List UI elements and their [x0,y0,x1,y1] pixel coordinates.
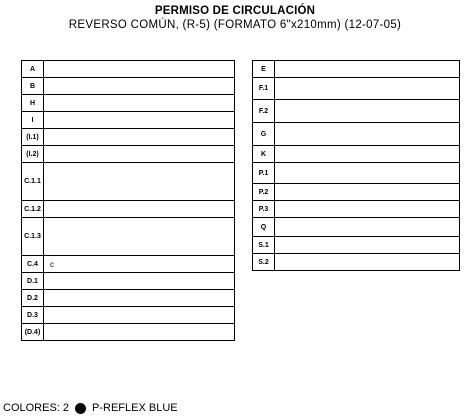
field-row [22,95,235,112]
field-row [22,112,235,129]
field-code: (I.2) [22,146,44,163]
field-value[interactable] [275,78,460,100]
field-row [253,184,460,201]
field-row [22,146,235,163]
field-code: S.2 [253,254,275,271]
field-value[interactable] [44,307,235,324]
left-fields-table [21,60,235,341]
field-row [253,123,460,146]
field-code: G [253,123,275,146]
field-row [253,237,460,254]
field-code: F.2 [253,100,275,123]
field-value[interactable] [44,95,235,112]
field-row [22,129,235,146]
field-value[interactable] [44,201,235,218]
field-code: D.3 [22,307,44,324]
field-row [253,218,460,237]
field-value[interactable] [275,184,460,201]
field-code: A [22,61,44,78]
field-value[interactable] [44,129,235,146]
field-code: H [22,95,44,112]
field-code: S.1 [253,237,275,254]
field-row [253,78,460,100]
field-code: F.1 [253,78,275,100]
field-row [22,201,235,218]
field-value[interactable] [275,237,460,254]
field-row [22,163,235,201]
field-row [253,146,460,163]
field-code: C.1.1 [22,163,44,201]
field-row [22,324,235,341]
field-value[interactable] [275,146,460,163]
field-row [22,218,235,256]
field-code: C.4 [22,256,44,273]
field-row [22,61,235,78]
field-value[interactable] [44,112,235,129]
field-code: K [253,146,275,163]
colors-label: COLORES: 2 [3,402,70,414]
field-code: P.2 [253,184,275,201]
field-code: D.1 [22,273,44,290]
field-row [253,201,460,218]
field-row [22,290,235,307]
field-row [253,100,460,123]
field-value[interactable] [44,324,235,341]
field-value[interactable] [44,146,235,163]
page-title: PERMISO DE CIRCULACIÓN [154,5,316,17]
colors-footer [3,402,178,414]
field-value[interactable] [44,78,235,95]
field-code: C.1.2 [22,201,44,218]
field-code: B [22,78,44,95]
color-name: P-REFLEX BLUE [92,402,178,414]
field-code: C.1.3 [22,218,44,256]
field-row [22,273,235,290]
field-value[interactable] [275,123,460,146]
field-value[interactable] [44,163,235,201]
field-value[interactable] [275,254,460,271]
field-value[interactable] [44,290,235,307]
field-row [253,163,460,184]
right-fields-table [252,60,460,271]
field-value[interactable] [44,61,235,78]
field-code: (D.4) [22,324,44,341]
field-code: I [22,112,44,129]
field-value[interactable] [275,61,460,78]
field-code: P.3 [253,201,275,218]
field-row [22,78,235,95]
field-value[interactable] [275,163,460,184]
field-code: E [253,61,275,78]
page-subtitle: REVERSO COMÚN, (R-5) (FORMATO 6"x210mm) (12-07-05) [68,19,402,31]
field-code: P.1 [253,163,275,184]
field-value[interactable] [44,218,235,256]
field-row [22,307,235,324]
field-code: (I.1) [22,129,44,146]
field-value[interactable] [275,218,460,237]
field-code: D.2 [22,290,44,307]
field-value[interactable] [275,100,460,123]
field-value[interactable] [44,273,235,290]
field-row [253,61,460,78]
field-value[interactable]: c [44,256,235,273]
field-row [22,256,235,273]
field-value[interactable] [275,201,460,218]
field-code: Q [253,218,275,237]
filled-circle-icon [75,403,86,414]
field-row [253,254,460,271]
